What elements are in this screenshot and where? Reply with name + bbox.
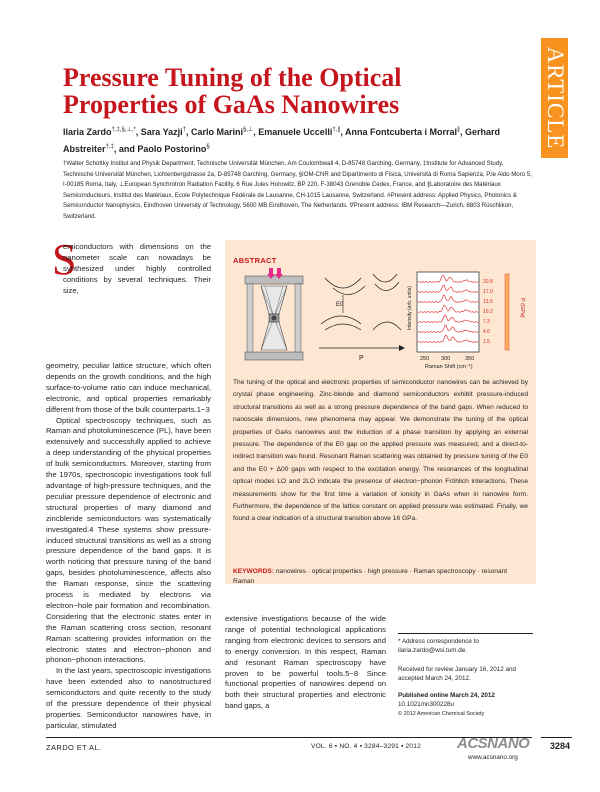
author-list: Ilaria Zardo†,‡,§,⊥,*, Sara Yazji†, Carlo Marini§,⊥, Emanuele Uccelli†,∥, Anna Fontcuberta i Morral∥, Gerhard Abstreiter†,‡, and Paolo Postorino§ [63,127,501,154]
keywords-list: nanowires · optical properties · high pressure · Raman spectroscopy · resonant Raman [233,568,508,585]
raman-spectra-panel [407,272,525,370]
divider [398,633,533,634]
gap-label: E0 [336,302,344,308]
pressure-labels [483,274,509,350]
pressure-tick-label: 7.3 [483,319,490,325]
author-name: Carlo Marini [191,127,244,137]
publication-info [398,692,533,710]
paper-title: Pressure Tuning of the Optical Properties of GaAs Nanowires [63,63,402,119]
author-affiliation-marks: †,∥ [332,127,341,133]
doi[interactable]: 10.1021/nn300228u [398,700,455,708]
x-axis-label: Raman Shift (cm⁻¹) [425,364,473,370]
y-axis-label: Intensity (arb. units) [407,286,413,330]
footer-author: ZARDO ET AL. [46,743,102,752]
pressure-label: P [359,355,364,362]
intro-paragraph-3: In the last years, spectroscopic investigations have been extended also to nanostructured semiconductors and quite recently to the study of the pressure dependence of their physical properties. Semiconductor nanowires have, in particular, stimulated [46,666,211,730]
author-affiliation-marks: §,⊥ [243,127,254,133]
pressure-tick-label: 20.8 [483,279,493,285]
received-date: Received for review January 16, 2012 and accepted March 24, 2012. [398,666,516,682]
body-column-2: extensive investigations because of the wide range of potential technological applications ranging from electronic devices to sensors and to energy conversion. In this respect, Raman and resonant Raman spectroscopy have proven to be powerful tools.5−8 Since functional properties of nanowires depend on both their structural properties and electronic band gaps, a [225,614,386,711]
pressure-color-bar [505,274,509,350]
intro-paragraph-1-start: emiconductors with dimensions on the nanometer scale can nowadays be synthesized under highly controlled conditions by several techniques. Their size, [63,242,211,295]
page-number: 3284 [550,741,571,751]
correspondence [398,638,533,656]
correspondence-email[interactable]: ilaria.zardo@wsi.tum.de. [398,646,468,654]
intro-paragraph-1-rest: geometry, peculiar lattice structure, which often depends on the growth conditions, and the high surface-to-volume ratio can induce mechanical, electronic, and optical properties remarkably different from those of the bulk counterparts.1−3 [46,361,211,414]
pressure-tick-label: 17.0 [483,289,493,295]
author-name: Sara Yazji [140,127,183,137]
author-affiliation-marks: † [182,127,186,133]
author-name: Ilaria Zardo [63,127,112,137]
pressure-tick-label: 13.5 [483,299,493,305]
keywords-label: KEYWORDS: [233,568,275,575]
author-name: Anna Fontcuberta i Morral [345,127,458,137]
copyright: © 2012 American Chemical Society [398,711,485,717]
diamond-anvil-cell [245,268,303,360]
author-affiliation-marks: ∥ [457,127,461,133]
author-affiliation-marks: †,‡ [105,144,114,150]
abstract-heading: ABSTRACT [233,256,277,265]
author-affiliation-marks: § [206,144,210,150]
pressure-tick-label: 4.6 [483,329,490,335]
right-axis-label: P (GPa) [519,298,525,318]
band-diagram [319,274,405,362]
published-date: Published online March 24, 2012 [398,692,495,699]
intro-paragraph-2: Optical spectroscopy techniques, such as Raman and photoluminescence (PL), have been extensively and successfully applied to achieve a deep understanding of the physical properties of bulk semiconductors. Moreover, starting from the 1970s, spectroscopic investigations took full advantage of high-pressure techniques, and the peculiar pressure dependence of electronic and structural properties of many diamond and zincblende semiconductors was systematically investigated.4 These systems show pressure-induced structural transitions as well as a strong pressure dependence of the band gaps. It is worth noticing that pressure tuning of the band gaps, besides photoluminescence, affects also the Raman response, since the scattering process is mediated by electrons via electron−hole pair formation and recombination. Considering that the electronic states enter in the Raman scattering cross section, resonant Raman scattering provides information on the electronic states and electron−phonon and phonon−phonon interactions. [46,415,211,665]
pressure-arrow-icon [399,345,405,351]
x-tick-2: 300 [441,356,451,362]
abstract-figure [225,268,536,370]
drop-cap: S [52,235,77,284]
journal-url[interactable]: www.acsnano.org [468,754,518,761]
article-banner [541,38,568,158]
keywords [233,567,528,586]
intro-body [46,361,211,732]
author-name: Emanuele Uccelli [258,127,333,137]
footer-volume: VOL. 6 ▪ NO. 4 ▪ 3284–3291 ▪ 2012 [311,743,422,750]
correspondence-line: * Address correspondence to [398,638,479,645]
x-tick-3: 350 [465,356,475,362]
article-banner-label: ARTICLE [542,46,568,150]
footer-divider-right [541,737,572,738]
journal-logo: ACSNANO [457,735,530,752]
abstract-text: The tuning of the optical and electronic properties of semiconductor nanowires can be achieved by crystal phase engineering. Zinc-blende and diamond semiconductors exhibit pressure-induced structural transitions as well as a strong pressure dependence of the band gaps. When reduced to nanoscale dimensions, new phenomena may appear. We demonstrate the tuning of the optical properties of GaAs nanowires and the induction of a phase transition by applying an external pressure. The dependence of the E0 gap on the applied pressure was measured, and a direct-to-indirect transition was found. Resonant Raman scattering was obtained by pressure tuning of the E0 and the E0 + Δ00 gaps with respect to the excitation energy. The resonances of the longitudinal optical modes LO and 2LO indicate the presence of electron−phonon Fröhlich interactions. These measurements show for the first time a variation of ionicity in GaAs when in nanowire form. Furthermore, the dependence of the lattice constant on applied pressure was estimated. Finally, we found a clear indication of a structural transition above 16 GPa. [233,379,528,523]
x-tick-1: 250 [420,356,430,362]
pressure-tick-label: 10.2 [483,309,493,315]
affiliations: †Walter Schottky Institut and Physik Department, Technische Universität München, Am Coulombwall 4, D-85748 Garching, Germany, ‡Institute for Advanced Study, Technische Universität München, Lichtenbergstrasse 2a, D-85748 Garching, Germany, §IOM-CNR and Dipartimento di Fisica, Università di Roma Sapienza, P.le Aldo Moro 5, I-00185 Roma, Italy, ⊥European Synchrotron Radiation Facility, 6 Rue Jules Horowitz, BP 220, F-38043 Grenoble Cedex, France, and ∥Laboratoire des Matériaux Semiconducteurs, Institut des Matériaux, Ecole Polytechnique Fédérale de Lausanne, CH-1015 Lausanne, Switzerland. #Present address: Applied Physics, Photonics & Semiconductor Nanophysics, Eindhoven University of Technology, 5600 MB Eindhoven, The Netherlands. ∇Present address: IBM Research—Zurich, 8803 Rüschlikon, Switzerland. [63,160,532,220]
author-name: and Paolo Postorino [118,144,207,154]
pressure-tick-label: 1.5 [483,339,490,345]
author-affiliation-marks: †,‡,§,⊥,* [111,127,136,133]
author-name: Gerhard Abstreiter [63,127,501,154]
